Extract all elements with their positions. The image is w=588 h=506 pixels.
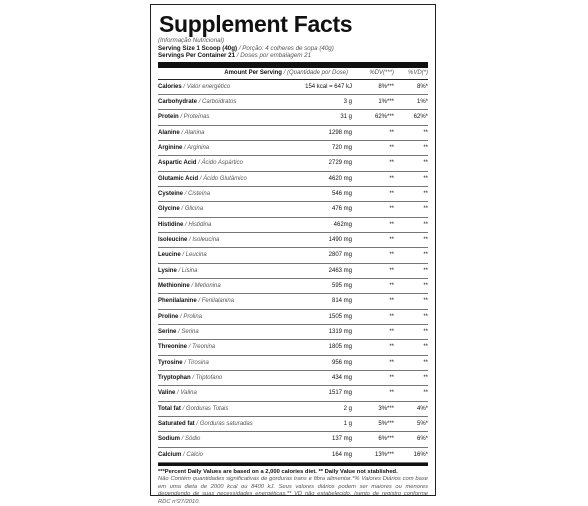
nutrient-dv: 6%*** [378,436,394,443]
nutrient-name-pt: / Carboidratos [198,99,237,106]
nutrient-vd: ** [423,160,428,167]
nutrient-name [158,417,282,431]
nutrient-vd: ** [423,175,428,182]
table-header [158,68,428,80]
nutrient-amount: 164 mg [331,451,352,458]
nutrient-name [158,294,282,308]
panel-title: Supplement Facts [159,11,353,37]
nutrient-dv: ** [389,283,394,290]
amount-header-pt: / (Quantidade por Dose) [283,69,348,76]
nutrient-name [158,172,282,186]
nutrient-amount: 31 g [340,114,352,121]
nutrient-amount: 4620 mg [328,175,352,182]
nutrient-vd: ** [423,129,428,136]
thin-divider [158,463,428,466]
nutrient-vd: ** [423,237,428,244]
nutrient-vd: ** [423,206,428,213]
nutrient-amount: 1319 mg [328,329,352,336]
nutrient-name [158,248,282,262]
nutrient-name [158,126,282,140]
nutrient-row [158,187,428,202]
nutrient-name-en: Sodium [158,436,180,443]
nutrient-vd: 4%* [416,405,428,412]
nutrient-name-en: Total fat [158,405,181,412]
nutrient-name [158,202,282,216]
nutrient-amount: 814 mg [331,298,352,305]
nutrient-name [158,233,282,247]
nutrient-vd: ** [423,267,428,274]
vd-header: %VD(*) [407,69,428,76]
nutrient-dv: 5%*** [378,421,394,427]
nutrient-dv: ** [389,267,394,274]
supplement-facts-panel [150,4,436,505]
nutrient-dv: ** [389,175,394,182]
nutrient-row [158,80,428,95]
nutrient-vd: 62%* [413,114,428,121]
nutrient-vd: 16%* [413,451,428,458]
nutrient-row [158,218,428,233]
nutrient-name-pt: / Cisteína [184,191,211,198]
nutrient-row [158,402,428,417]
nutrient-amount: 3 g [343,99,352,106]
nutrient-dv: ** [389,129,394,136]
nutrient-name-en: Aspartic Acid [158,160,197,167]
nutrient-dv: 1%*** [378,99,394,106]
nutrient-row [158,264,428,279]
serving-size-pt: / Porção: 4 colheres de sopa (40g) [238,44,334,52]
nutrient-row [158,248,428,263]
nutrient-vd: 5%* [416,421,428,427]
nutrient-name-pt: / Lisina [178,267,198,274]
nutrient-name-en: Glycine [158,206,180,213]
nutrient-name [158,187,282,201]
nutrient-vd: ** [423,191,428,198]
nutrient-amount: 154 kcal = 647 kJ [305,83,352,90]
nutrient-amount: 2729 mg [328,160,352,167]
nutrient-name [158,386,282,400]
nutrient-row [158,340,428,355]
nutrient-amount: 1 g [343,421,352,427]
nutrient-name-pt: / Proteínas [180,114,210,121]
nutrient-row [158,202,428,217]
nutrient-vd: ** [423,344,428,351]
nutrient-vd: ** [423,390,428,397]
nutrient-name-en: Glutamic Acid [158,175,199,182]
nutrient-row [158,294,428,309]
nutrient-dv: ** [389,206,394,213]
nutrient-name-en: Isoleucine [158,237,188,244]
nutrient-dv: ** [389,329,394,336]
servings-pt: / Doses por embalagem 21 [236,52,312,60]
nutrient-name [158,95,282,109]
subtitle-pt: (Informação Nutricional) [158,37,225,44]
nutrient-name-pt: / Leucina [182,252,207,259]
nutrient-name [158,141,282,155]
nutrient-name-en: Carbohydrate [158,99,198,106]
nutrient-vd: ** [423,375,428,382]
footnote-en: ***Percent Daily Values are based on a 2,000 calories diet. ** Daily Value not stablished. [158,468,398,475]
nutrient-vd: ** [423,359,428,366]
nutrient-row [158,325,428,340]
nutrient-vd: ** [423,283,428,290]
nutrient-amount: 1505 mg [328,313,352,320]
nutrient-amount: 2463 mg [328,267,352,274]
nutrient-dv: 8%*** [378,83,394,90]
nutrient-name-pt: / Tirosina [184,359,209,366]
nutrient-name-pt: / Sódio [181,436,201,443]
nutrient-vd: ** [423,145,428,152]
nutrient-row [158,432,428,447]
nutrient-row [158,417,428,432]
nutrient-name-pt: / Prolina [180,313,203,320]
nutrient-name [158,356,282,370]
nutrient-name-en: Tryptophan [158,375,191,382]
nutrient-name [158,264,282,278]
nutrient-name-pt: / Glicina [181,206,204,213]
nutrient-row [158,172,428,187]
nutrient-row [158,110,428,125]
nutrient-name-en: Protein [158,114,179,121]
serving-size [158,45,428,53]
serving-size-label: Serving Size 1 Scoop (40g) [158,44,238,52]
nutrient-name-en: Alanine [158,129,180,136]
nutrient-name-pt: / Ácido Aspártico [198,160,243,167]
nutrient-amount: 1805 mg [328,344,352,351]
nutrient-name-en: Phenilalanine [158,298,197,305]
nutrient-vd: ** [423,298,428,305]
nutrient-row [158,386,428,401]
nutrient-dv: ** [389,298,394,305]
nutrient-dv: 3%*** [378,405,394,412]
nutrient-name-en: Saturated fat [158,421,195,427]
nutrient-name-en: Histidine [158,221,184,228]
nutrient-name [158,310,282,324]
nutrient-name-en: Methionine [158,283,190,290]
nutrient-name-en: Threonine [158,344,188,351]
nutrient-name [158,448,282,462]
nutrient-name [158,432,282,446]
nutrient-name [158,80,282,94]
nutrient-name-pt: / Fenilalanina [198,298,235,305]
nutrient-name-en: Tyrosine [158,359,183,366]
nutrient-name-en: Calories [158,83,182,90]
nutrient-amount: 720 mg [331,145,352,152]
nutrient-row [158,356,428,371]
nutrient-amount: 2807 mg [328,252,352,259]
nutrient-name-en: Leucine [158,252,181,259]
nutrient-name-en: Arginine [158,145,183,152]
nutrient-dv: ** [389,145,394,152]
nutrient-dv: ** [389,252,394,259]
nutrient-vd: ** [423,252,428,259]
nutrient-table [158,80,428,463]
nutrient-amount: 434 mg [331,375,352,382]
nutrient-name-pt: / Isoleucina [189,237,220,244]
nutrient-amount: 476 mg [331,206,352,213]
nutrient-row [158,95,428,110]
nutrient-name [158,340,282,354]
nutrient-row [158,310,428,325]
nutrient-vd: ** [423,329,428,336]
nutrient-amount: 1517 mg [328,390,352,397]
servings-per-container [158,52,428,60]
nutrient-name-pt: / Triptofano [192,375,223,382]
nutrient-name-pt: / Histidina [185,221,212,228]
nutrient-amount: 137 mg [331,436,352,443]
nutrient-name-pt: / Metionina [191,283,221,290]
nutrient-amount: 462mg [333,221,352,228]
nutrient-name-pt: / Serina [178,329,199,336]
nutrient-name-pt: / Treonina [188,344,216,351]
nutrient-name-en: Valine [158,390,176,397]
nutrient-dv: ** [389,237,394,244]
nutrient-name-en: Calcium [158,451,182,458]
nutrient-dv: ** [389,390,394,397]
nutrient-row [158,279,428,294]
nutrient-dv: ** [389,344,394,351]
nutrient-name-pt: / Alanina [181,129,205,136]
nutrient-name-en: Lysine [158,267,177,274]
nutrient-name-pt: / Gorduras Totais [182,405,229,412]
servings-label: Servings Per Container 21 [158,52,236,60]
nutrient-dv: ** [389,313,394,320]
nutrient-name-en: Proline [158,313,179,320]
nutrient-dv: 13%*** [374,451,394,458]
nutrient-name [158,371,282,385]
nutrient-vd: 8%* [416,83,428,90]
nutrient-dv: 62%*** [374,114,394,121]
nutrient-name-pt: / Cálcio [183,451,204,458]
nutrient-row [158,448,428,463]
amount-header [158,68,356,79]
nutrient-name [158,325,282,339]
nutrient-name [158,402,282,416]
nutrient-row [158,371,428,386]
dv-header: %DV(***) [369,69,394,76]
nutrient-name-pt: / Valina [177,390,197,397]
nutrient-row [158,141,428,156]
nutrient-name-en: Cysteine [158,191,184,198]
nutrient-name-pt: / Ácido Glutâmico [199,175,247,182]
nutrient-vd: 1%* [416,99,428,106]
nutrient-name-en: Serine [158,329,177,336]
nutrient-name [158,218,282,232]
nutrient-name [158,156,282,170]
nutrient-row [158,233,428,248]
nutrient-row [158,126,428,141]
nutrient-row [158,156,428,171]
nutrient-vd: ** [423,313,428,320]
footnotes [158,469,428,506]
nutrient-amount: 2 g [343,405,352,412]
nutrient-amount: 1298 mg [328,129,352,136]
nutrient-amount: 546 mg [331,191,352,198]
footnote-pt: Não Contém quantidades significativas de gorduras trans e fibra alimentar.*% Valores Diários com base em uma dieta de 2000 kcal ou 8400 kJ. Seus valores diários podem ser maiores ou menores dependendo de suas necessidades energéticas.** VD não estabelecido. Isento de registro conforme RDC nº27/2010. [158,476,428,505]
nutrient-amount: 956 mg [331,359,352,366]
nutrient-dv: ** [389,191,394,198]
nutrient-dv: ** [389,160,394,167]
nutrient-amount: 595 mg [331,283,352,290]
nutrient-name-pt: / Valor energético [183,83,231,90]
nutrient-dv: ** [389,221,394,228]
nutrient-name-pt: / Gorduras saturadas [196,421,253,427]
nutrient-name-pt: / Arginina [184,145,210,152]
nutrient-dv: ** [389,359,394,366]
nutrient-vd: ** [423,221,428,228]
nutrient-amount: 1490 mg [328,237,352,244]
nutrient-dv: ** [389,375,394,382]
nutrient-vd: 6%* [416,436,428,443]
nutrient-name [158,279,282,293]
amount-header-label: Amount Per Serving [224,69,282,76]
nutrient-name [158,110,282,124]
